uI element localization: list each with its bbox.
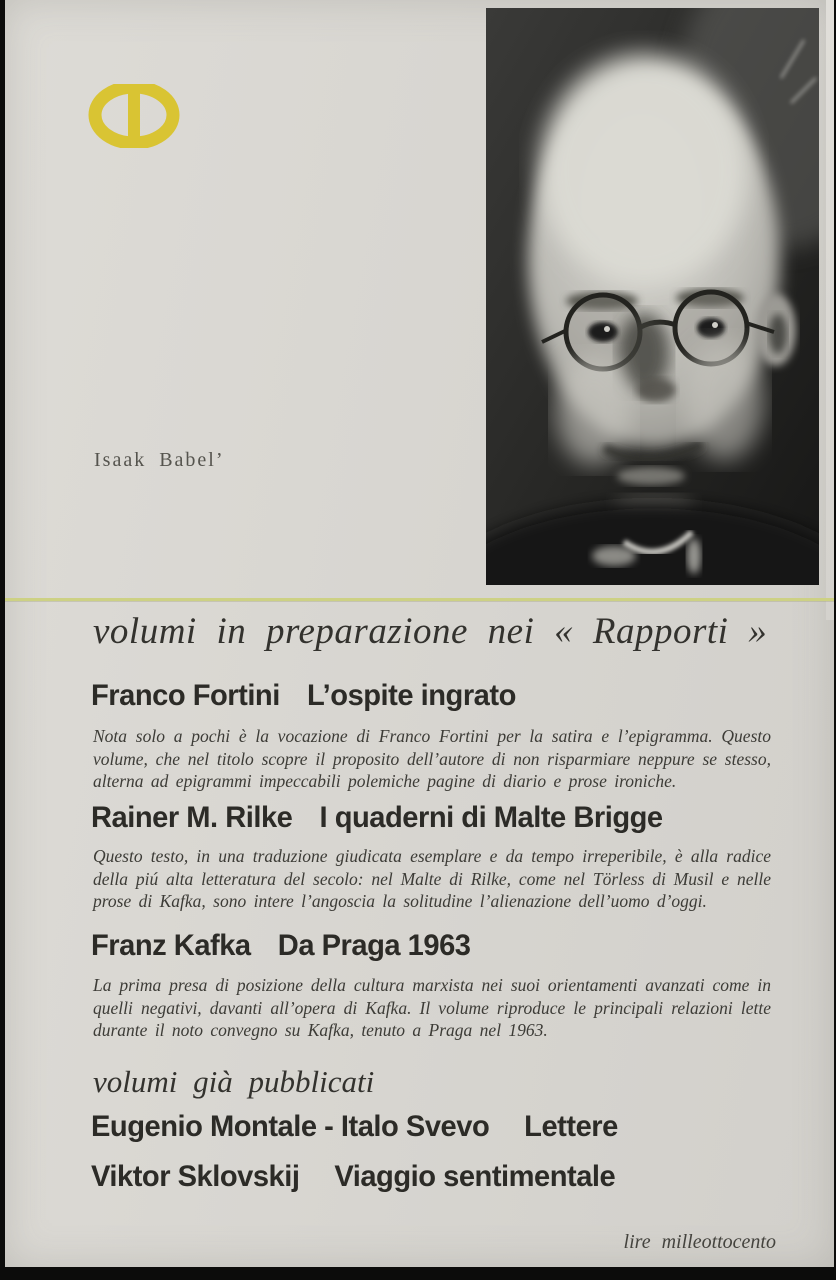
- publisher-cd-monogram-icon: [87, 84, 181, 148]
- book-entry-heading: [91, 801, 663, 835]
- cover-edge-highlight: [826, 0, 834, 620]
- book-entry-heading: [91, 929, 470, 963]
- book-title: Lettere: [524, 1110, 618, 1143]
- book-blurb: La prima presa di posizione della cultura marxista nei suoi orientamenti avanzati come in quelli negativi, davanti all’opera di Kafka. Il volume riproduce le principali relazioni lette durante il noto convegno su Kafka, tenuto a Praga nel 1963.: [93, 975, 771, 1041]
- book-blurb: Nota solo a pochi è la vocazione di Franco Fortini per la satira e l’epigramma. Questo volume, che nel titolo scopre il proposito dell’autore di non risparmiare neppure se stesso, alterna ad epigrammi impeccabili polemiche pagine di diario e prose ironiche.: [93, 726, 771, 792]
- photo-caption: Isaak Babel’: [94, 449, 225, 471]
- book-author: Rainer M. Rilke: [91, 801, 293, 834]
- book-author: Viktor Sklovskij: [91, 1160, 300, 1193]
- published-entry: [91, 1160, 615, 1194]
- portrait-photo-isaak-babel: [486, 8, 819, 585]
- book-title: I quaderni di Malte Brigge: [319, 801, 663, 834]
- book-author: Franz Kafka: [91, 929, 251, 962]
- book-blurb: Questo testo, in una traduzione giudicata esemplare e da tempo irreperibile, è alla radice della piú alta letteratura del secolo: nel Malte di Rilke, come nel Törless di Musil e nelle prose di Kafka, sono intere l’angoscia la solitudine l’alienazione dell’uomo d’oggi.: [93, 846, 771, 912]
- book-entry-heading: [91, 679, 516, 713]
- published-entry: [91, 1110, 618, 1144]
- series-heading: volumi in preparazione nei « Rapporti »: [93, 611, 768, 652]
- book-title: L’ospite ingrato: [306, 679, 516, 712]
- book-title: Da Praga 1963: [277, 929, 471, 962]
- book-author: Eugenio Montale - Italo Svevo: [91, 1110, 490, 1143]
- book-title: Viaggio sentimentale: [334, 1160, 616, 1193]
- yellow-divider-rule: [5, 598, 834, 601]
- published-heading: volumi già pubblicati: [93, 1064, 375, 1099]
- book-back-cover: [5, 0, 834, 1267]
- price-label: lire milleottocento: [623, 1231, 776, 1253]
- book-author: Franco Fortini: [91, 679, 280, 712]
